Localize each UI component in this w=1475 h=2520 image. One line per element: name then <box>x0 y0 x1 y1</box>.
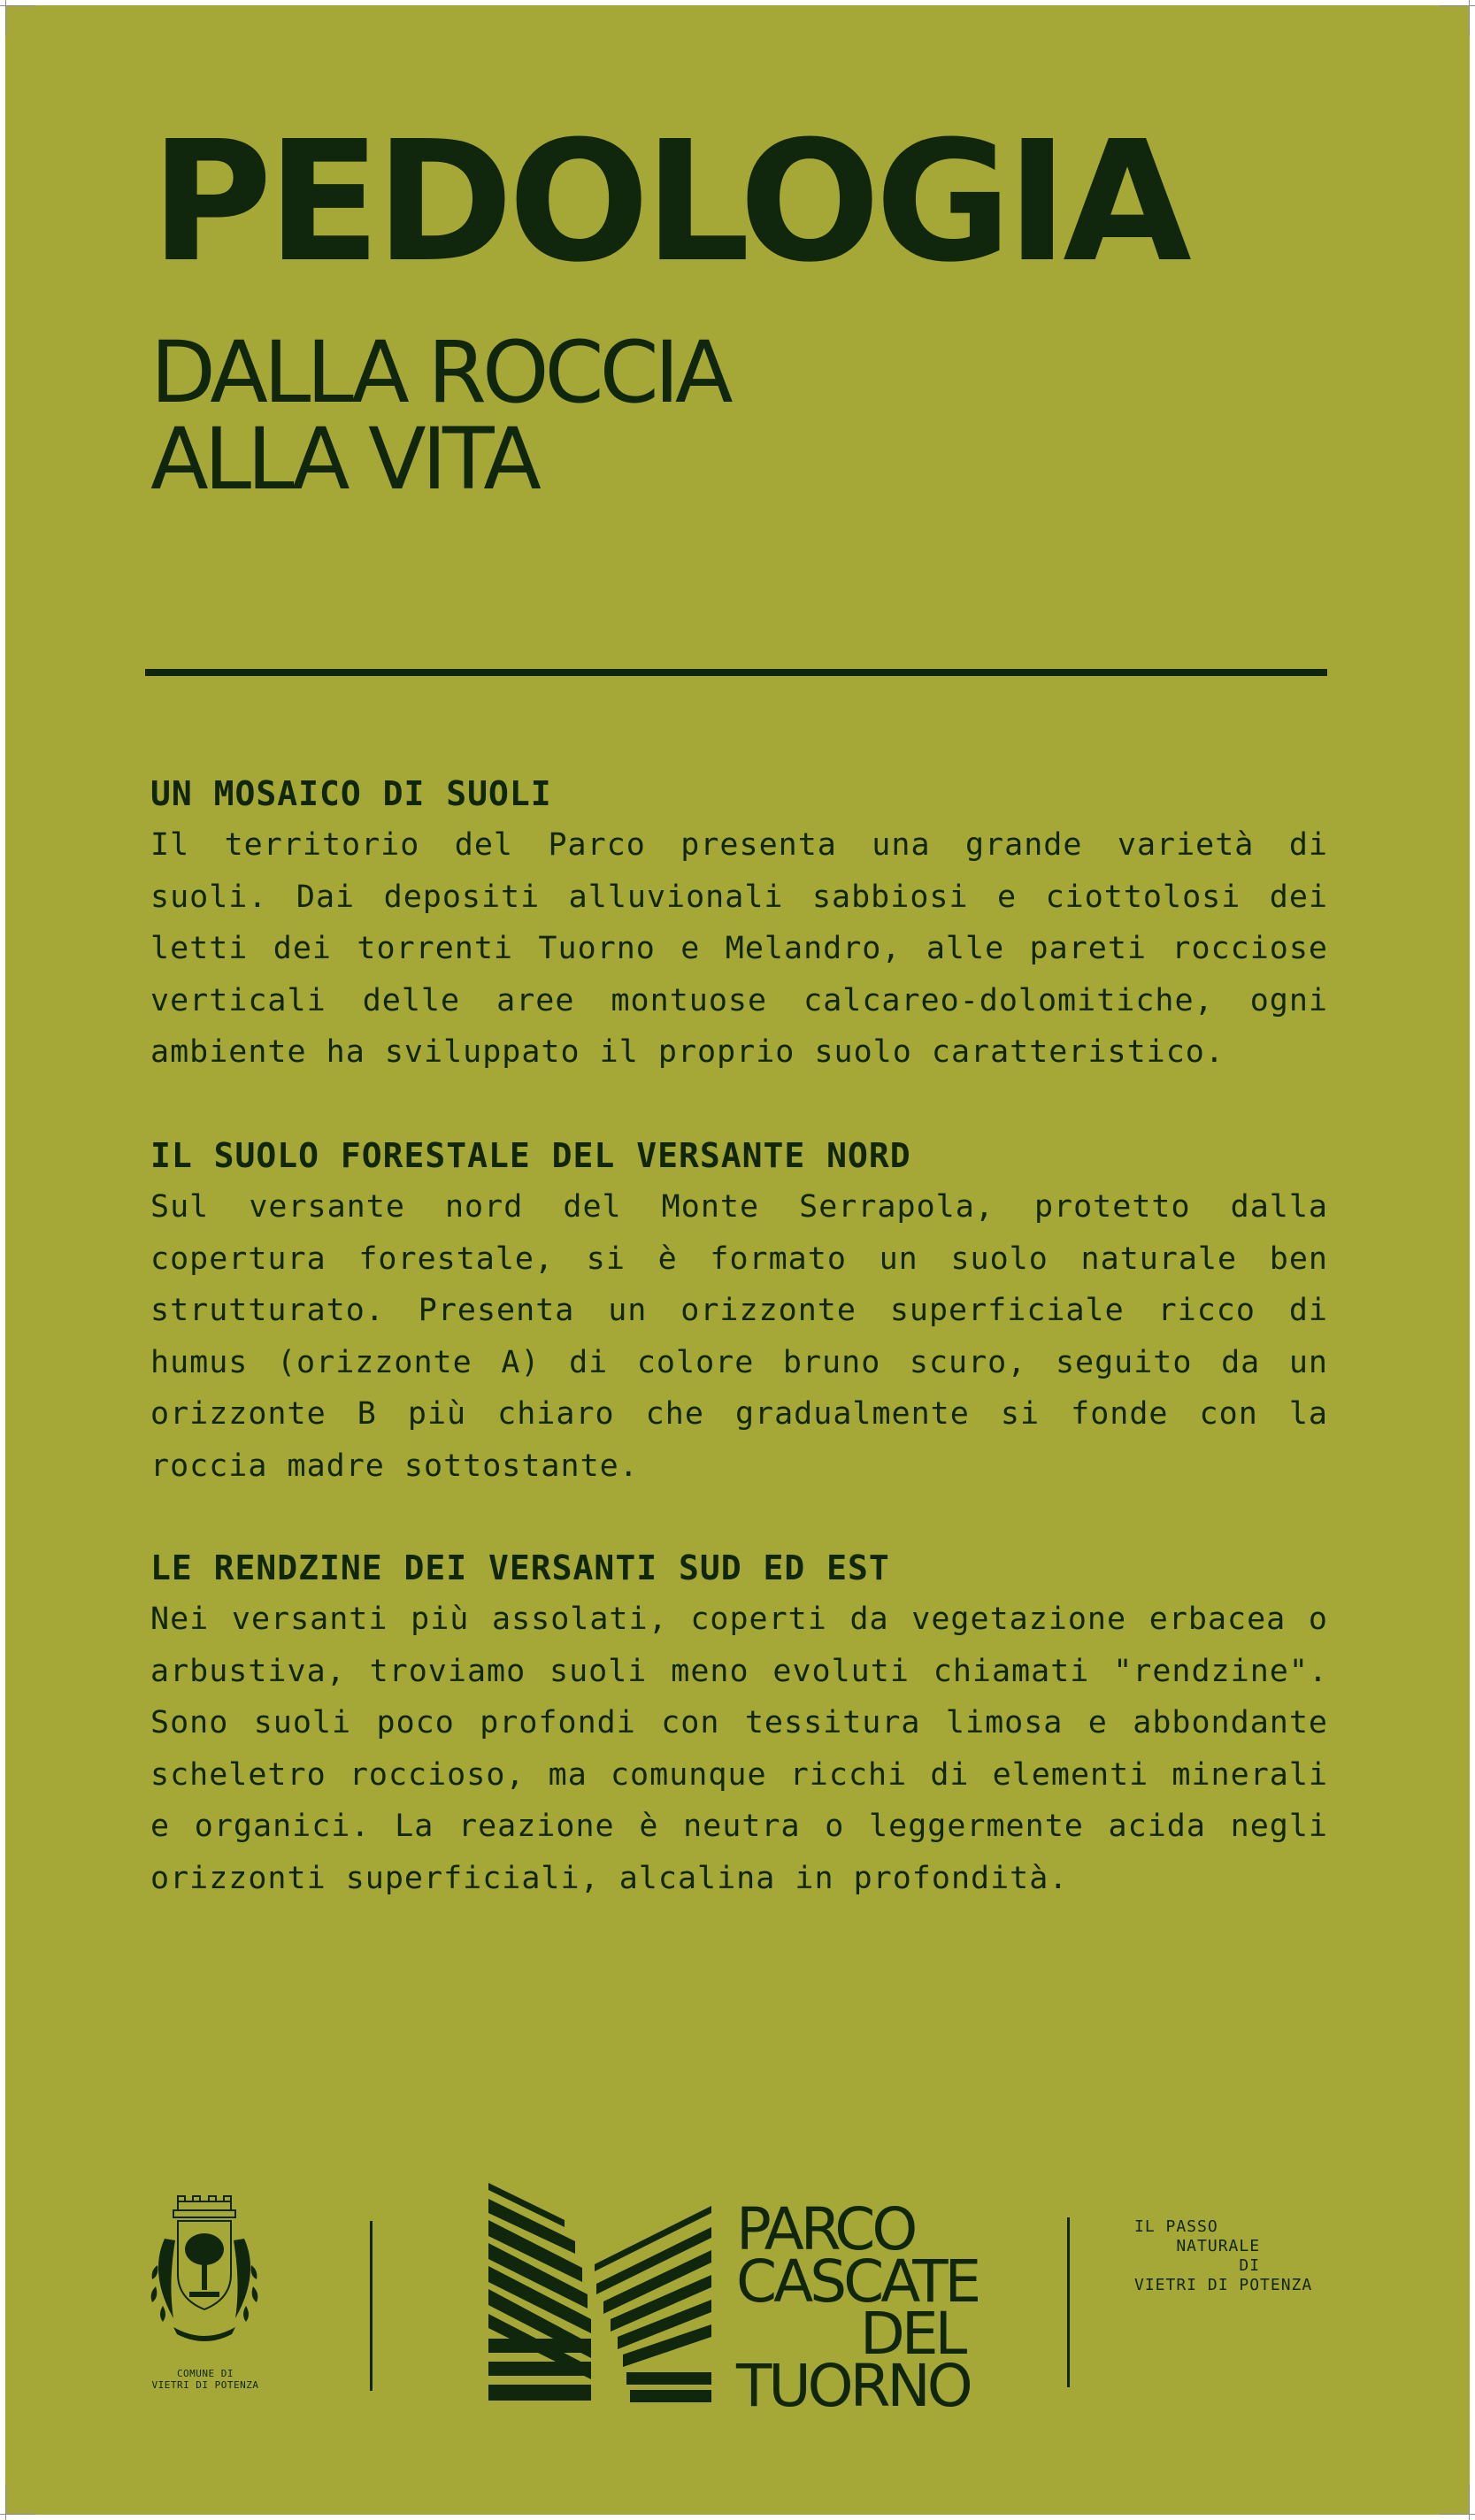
section-body: Nei versanti più assolati, coperti da vegetazione erbacea o arbustiva, troviamo suoli meno evoluti chiamati "rendzine". Sono suoli poco profondi con tessitura limosa e abbondante scheletro roccioso, ma comunque ricchi di elementi minerali e organici. La reazione è neutra o leggermente acida negli orizzonti superficiali, alcalina in profondità. <box>150 1602 1328 1896</box>
park-name-line-2: CASCATE <box>736 2247 979 2316</box>
subtitle-line-2: ALLA VITA <box>150 410 537 509</box>
section-mosaico <box>150 768 1328 1079</box>
crest-caption-line-2: VIETRI DI POTENZA <box>151 2379 259 2391</box>
park-cascade-logo-icon <box>487 2183 717 2409</box>
subtitle-line-1: DALLA ROCCIA <box>150 323 729 422</box>
park-name-line-1: PARCO <box>736 2195 915 2263</box>
section-heading: LE RENDZINE DEI VERSANTI SUD ED EST <box>150 1548 890 1587</box>
park-name-line-3: DEL <box>860 2300 964 2368</box>
crop-mark <box>5 2485 6 2520</box>
page-subtitle <box>150 323 729 509</box>
footer-separator <box>370 2221 373 2391</box>
crop-mark <box>1440 2514 1475 2515</box>
footer-separator <box>1067 2217 1070 2387</box>
section-rendzine <box>150 1542 1328 1904</box>
crop-mark <box>1440 5 1475 6</box>
park-motto: IL PASSO NATURALE DI VIETRI DI POTENZA <box>1134 2217 1313 2294</box>
park-name-line-4: TUORNO <box>736 2352 970 2420</box>
section-heading: IL SUOLO FORESTALE DEL VERSANTE NORD <box>150 1136 911 1175</box>
crop-mark <box>5 0 6 35</box>
section-body: Il territorio del Parco presenta una grande varietà di suoli. Dai depositi alluvionali sabbiosi e ciottolosi dei letti dei torrenti Tuorno e Melandro, alle pareti rocciose verticali delle aree montuose calcareo-dolomitiche, ogni ambiente ha sviluppato il proprio suolo caratteristico. <box>150 827 1328 1070</box>
divider-rule <box>145 669 1327 676</box>
park-name <box>736 2195 979 2420</box>
municipal-crest-icon <box>138 2194 271 2362</box>
page-title: PEDOLOGIA <box>150 105 1187 299</box>
section-suolo-forestale <box>150 1130 1328 1492</box>
crop-mark <box>1469 2485 1470 2520</box>
section-heading: UN MOSAICO DI SUOLI <box>150 774 552 813</box>
crest-caption-line-1: COMUNE DI <box>176 2368 234 2379</box>
crest-caption <box>129 2368 281 2391</box>
crop-mark <box>1469 0 1470 35</box>
section-body: Sul versante nord del Monte Serrapola, protetto dalla copertura forestale, si è formato un suolo naturale ben strutturato. Presenta un orizzonte superficiale ricco di humus (orizzonte A) di colore bruno scuro, seguito da un orizzonte B più chiaro che gradualmente si fonde con la roccia madre sottostante. <box>150 1189 1328 1484</box>
